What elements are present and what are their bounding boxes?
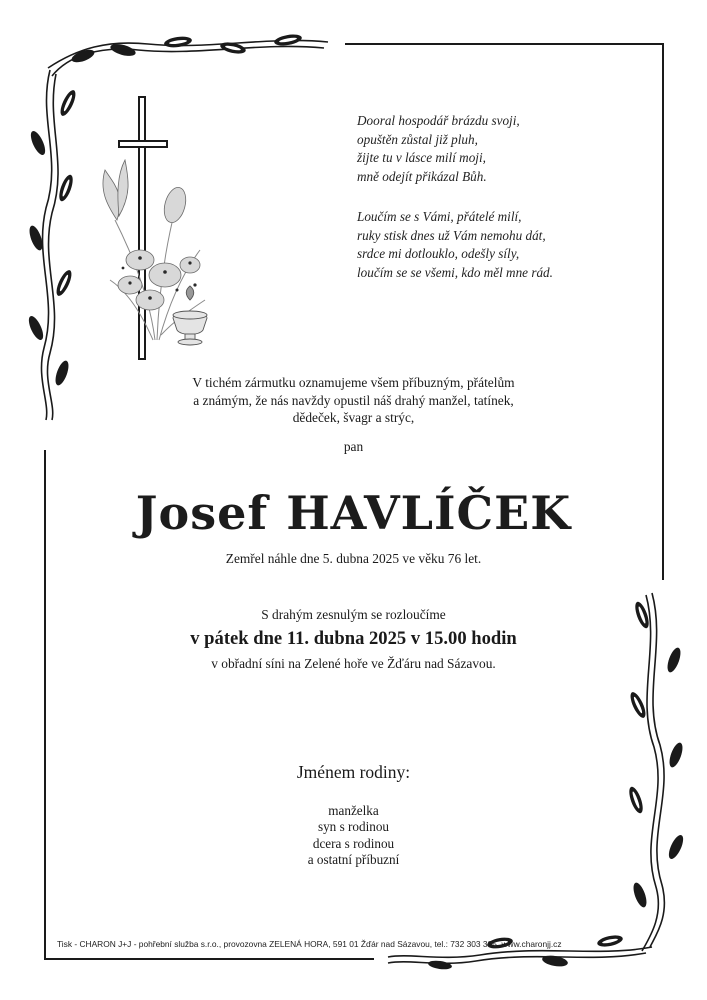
poem-line: ruky stisk dnes už Vám nemohu dát,: [357, 227, 546, 243]
death-note: Zemřel náhle dne 5. dubna 2025 ve věku 76 let.: [225, 551, 482, 566]
announcement-line: a známým, že nás navždy opustil náš drahý manžel, tatínek,: [193, 392, 514, 408]
family-member: a ostatní příbuzní: [307, 852, 400, 868]
last-name: HAVLÍČEK: [286, 486, 572, 540]
family-member: syn s rodinou: [317, 819, 390, 835]
poem-line: srdce mi dotlouklo, odešly síly,: [357, 246, 520, 262]
announcement-line: dědeček, švagr a strýc,: [292, 410, 415, 425]
frame-bottom-line: [44, 958, 374, 960]
funeral-intro: S drahým zesnulým se rozloučíme: [261, 607, 446, 622]
poem-line: opuštěn zůstal již pluh,: [357, 131, 478, 147]
frame-top-line: [345, 43, 664, 45]
funeral-place: v obřadní síni na Zelené hoře ve Žďáru nad Sázavou.: [211, 656, 496, 671]
poem-stanza-2: [357, 208, 657, 282]
honorific: pan: [343, 439, 364, 454]
announcement-line: V tichém zármutku oznamujeme všem příbuzným, přátelům: [192, 375, 515, 390]
printer-footer: Tisk - CHARON J+J - pohřební služba s.r.o., provozovna ZELENÁ HORA, 591 01 Žďár nad Sázavou, tel.: 732 303 305, www.charonjj.cz: [57, 939, 562, 949]
family-member: dcera s rodinou: [312, 835, 395, 851]
announcement-text: [0, 374, 707, 427]
poem-stanza-1: [357, 112, 657, 186]
poem-line: loučím se se všemi, kdo měl mne rád.: [357, 264, 553, 280]
lily-bouquet-icon: [95, 150, 225, 355]
family-heading: Jménem rodiny:: [296, 762, 411, 782]
first-name: Josef: [135, 486, 269, 540]
deceased-name: [0, 486, 707, 540]
family-member: manželka: [328, 803, 379, 818]
family-list: [0, 803, 707, 869]
poem-line: žijte tu v lásce milí moji,: [357, 150, 486, 166]
poem-line: Loučím se s Vámi, přátelé milí,: [357, 209, 522, 224]
funeral-datetime: v pátek dne 11. dubna 2025 v 15.00 hodin: [190, 628, 517, 649]
poem-line: mně odejít přikázal Bůh.: [357, 168, 487, 184]
poem-line: Dooral hospodář brázdu svoji,: [357, 113, 520, 128]
